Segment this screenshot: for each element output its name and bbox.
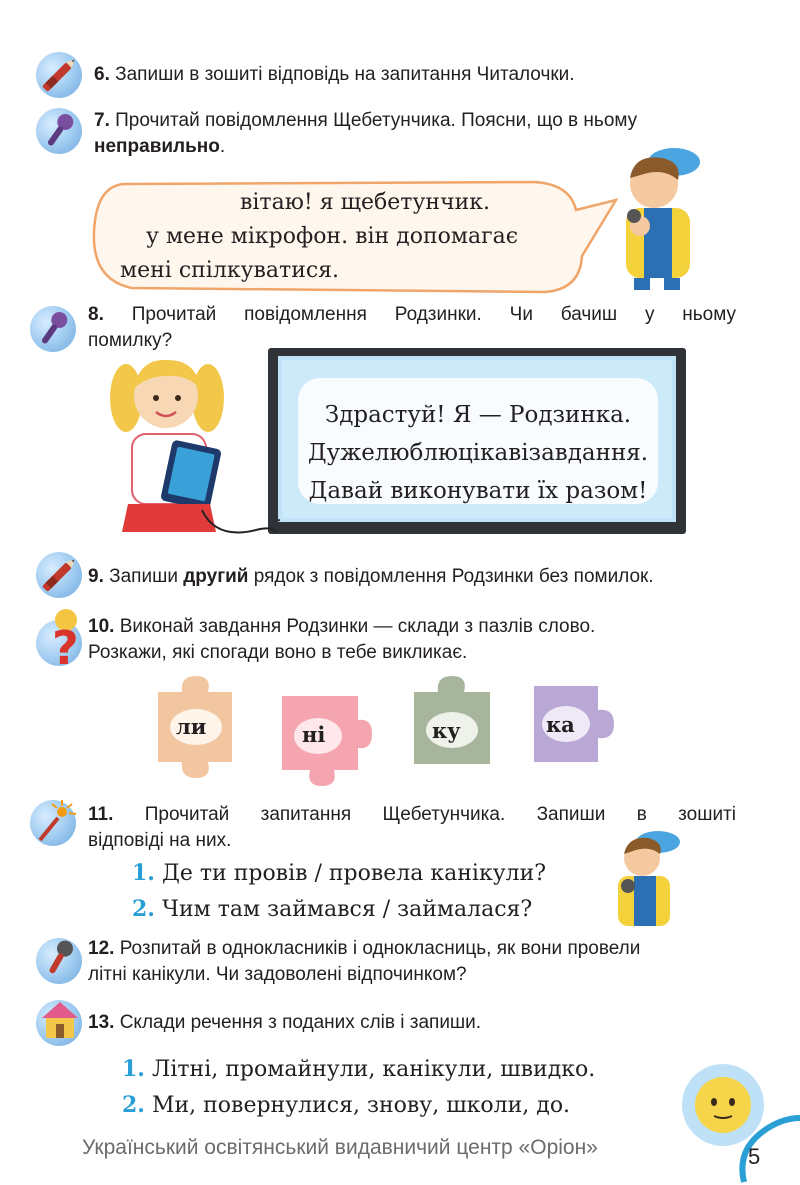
question-2: 2. Чим там займався / займалася? <box>132 896 533 922</box>
task-8: 8. Прочитай повідомлення Родзинки. Чи бачиш у ньому помилку? <box>88 304 737 351</box>
task-7: 7. Прочитай повідомлення Щебетунчика. Поясни, що в ньому неправильно. <box>94 110 638 157</box>
puzzle-label-2: ні <box>302 722 326 747</box>
house-icon <box>38 998 82 1044</box>
pen-icon <box>34 550 84 600</box>
boy-character-illustration <box>604 140 714 292</box>
puzzle-label-4: ка <box>546 712 575 737</box>
microphone-icon <box>34 934 84 988</box>
puzzle-label-1: ли <box>176 714 207 739</box>
page-number-swoosh <box>724 1112 800 1185</box>
sentence-1: 1. Літні, промайнули, канікули, швидко. <box>122 1056 596 1082</box>
pen-icon <box>34 50 84 100</box>
page-number: 5 <box>748 1144 761 1169</box>
microphone-icon <box>28 304 78 354</box>
tablet-cable <box>196 470 286 540</box>
task-12: 12. Розпитай в однокласників і однокласниць, як вони провели літні канікули. Чи задоволені відпочинком? <box>88 938 641 985</box>
microphone-icon <box>34 106 84 156</box>
svg-text:?: ? <box>52 621 79 670</box>
boy-character-small-illustration <box>602 826 688 930</box>
task-11: 11. Прочитай запитання Щебетунчика. Запиши в зошиті відповіді на них. <box>88 804 736 851</box>
magic-wand-icon <box>28 796 82 850</box>
screen-message: Здрастуй! Я — Родзинка. Дужелюблюцікавізавдання. Давай виконувати їх разом! <box>307 402 649 504</box>
puzzle-piece-4 <box>526 674 626 774</box>
question-1: 1. Де ти провів / провела канікули? <box>132 860 547 886</box>
task-9: 9. Запиши другий рядок з повідомлення Родзинки без помилок. <box>88 566 654 587</box>
publisher-footer: Український освітянський видавничий центр «Оріон» <box>82 1136 598 1159</box>
sentence-2: 2. Ми, повернулися, знову, школи, до. <box>122 1092 571 1118</box>
question-mark-icon <box>34 604 86 670</box>
puzzle-label-3: ку <box>432 718 461 743</box>
task-13: 13. Склади речення з поданих слів і запиши. <box>88 1012 482 1033</box>
task-6: 6. Запиши в зошиті відповідь на запитання Читалочки. <box>94 64 575 85</box>
task-10: 10. Виконай завдання Родзинки — склади з пазлів слово. Розкажи, які спогади воно в тебе викликає. <box>88 616 596 663</box>
speech-bubble-text: вітаю! я щебетунчик. у мене мікрофон. він допомагає мені спілкуватися. <box>120 190 519 283</box>
